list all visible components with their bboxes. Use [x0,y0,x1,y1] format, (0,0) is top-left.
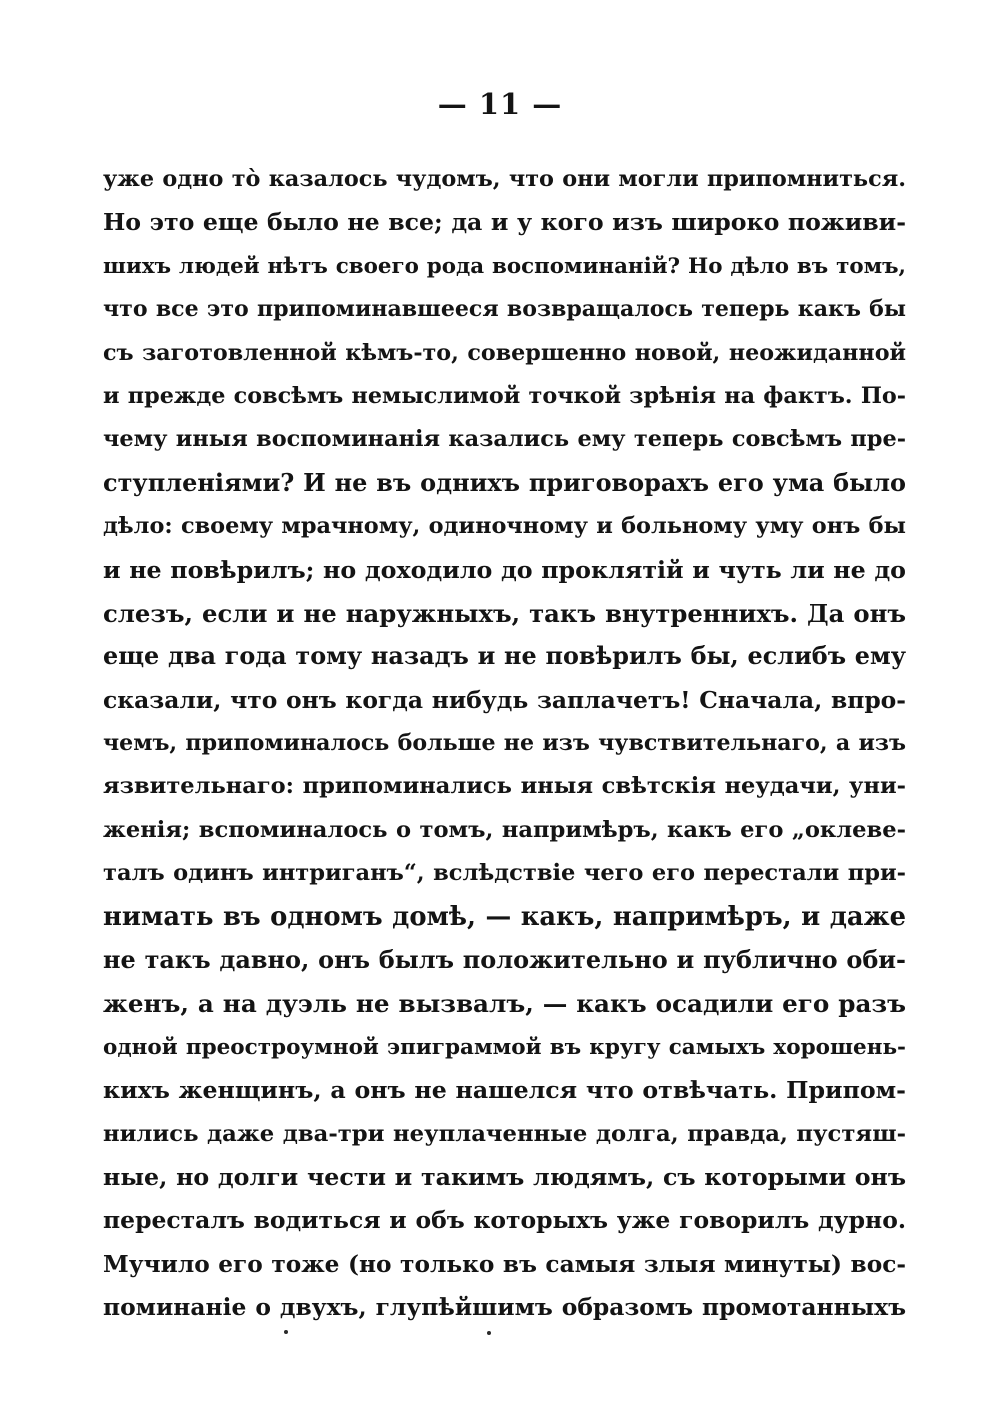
text-line: еще два года тому назадъ и не повѣрилъ бы, еслибъ ему [103,642,906,671]
body-text [103,158,906,1330]
text-line: женъ, а на дуэль не вызвалъ, — какъ осадили его разъ [103,989,906,1019]
text-line: кихъ женщинъ, а онъ не нашелся что отвѣчать. Припом- [103,1076,906,1105]
text-line: талъ одинъ интриганъ“, вслѣдствіе чего его перестали при- [103,860,906,887]
text-line: Но это еще было не все; да и у кого изъ широко поживи- [103,208,906,237]
text-line: что все это припоминавшееся возвращалось теперь какъ бы [103,296,906,323]
text-line: ступленіями? И не въ однихъ приговорахъ его ума было [103,468,906,497]
text-line: нимать въ одномъ домѣ, — какъ, напримѣръ, и даже [103,901,906,932]
text-line: ные, но долги чести и такимъ людямъ, съ которыми онъ [103,1162,906,1191]
text-line: и не повѣрилъ; но доходило до проклятій и чуть ли не до [103,555,906,584]
text-line: нились даже два-три неуплаченные долга, правда, пустяш- [103,1120,906,1147]
text-line: шихъ людей нѣтъ своего рода воспоминаній? Но дѣло въ томъ, [103,253,906,279]
text-line: сказали, что онъ когда нибудь заплачетъ! Сначала, впро- [103,685,906,714]
text-line: чему иныя воспоминанія казались ему теперь совсѣмъ пре- [103,426,906,453]
text-line: женія; вспоминалось о томъ, напримѣръ, какъ его „оклеве- [103,816,906,843]
text-line: съ заготовленной кѣмъ-то, совершенно новой, неожиданной [103,339,906,366]
text-line: поминаніе о двухъ, глупѣйшимъ образомъ промотанныхъ [103,1293,906,1322]
print-speck [284,1330,288,1334]
text-line: не такъ давно, онъ былъ положительно и публично оби- [103,946,906,975]
text-line: и прежде совсѣмъ немыслимой точкой зрѣнія на фактъ. По- [103,382,906,409]
print-speck [487,1331,491,1335]
text-line: слезъ, если и не наружныхъ, такъ внутреннихъ. Да онъ [103,598,906,628]
page-number: — 11 — [437,87,563,121]
text-line: чемъ, припоминалось больше не изъ чувствительнаго, а изъ [103,730,906,757]
text-line: пересталъ водиться и объ которыхъ уже говорилъ дурно. [103,1206,906,1235]
text-line: Мучило его тоже (но только въ самыя злыя минуты) вос- [103,1250,906,1278]
text-line: уже одно тò казалось чудомъ, что они могли припомниться. [103,166,906,192]
text-line: одной преостроумной эпиграммой въ кругу самыхъ хорошень- [103,1034,906,1060]
text-line: дѣло: своему мрачному, одиночному и больному уму онъ бы [103,513,906,540]
text-line: язвительнаго: припоминались иныя свѣтскія неудачи, уни- [103,773,906,800]
